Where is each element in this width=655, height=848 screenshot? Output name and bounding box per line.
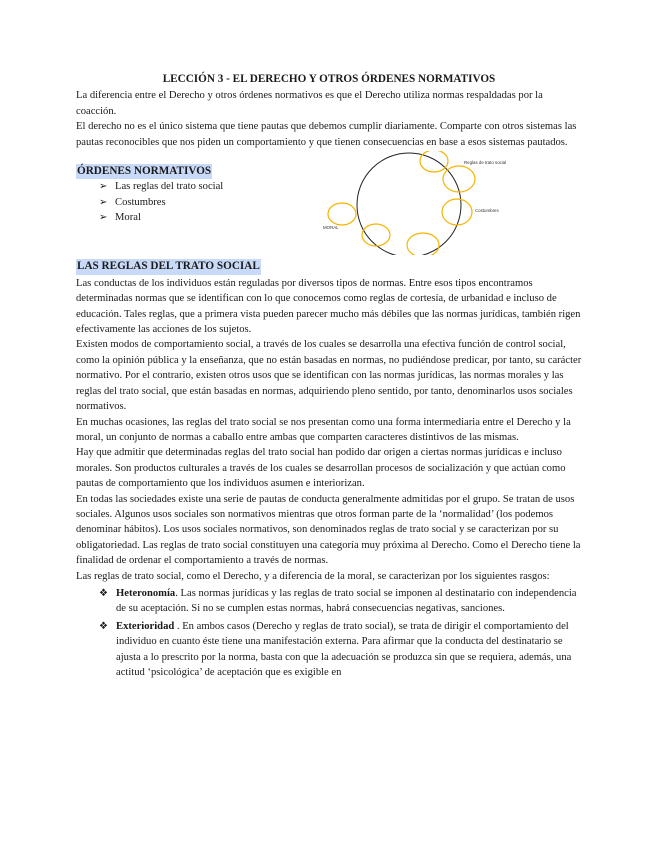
normative-orders-diagram [323,151,513,255]
diagram-label-reglas: Reglas de trato social [464,160,507,166]
reglas-paragraph-5: En todas las sociedades existe una serie de pautas de conducta generalmente admitidas por el grupo. Se tratan de usos sociales. Algunos usos sociales son normativos mientras que otros forman parte de la ‘normalidad’ (los podemos denominar hábitos). Los usos sociales normativos, son denominados reglas de trato social y se caracterizan por su obligatoriedad. Las reglas de trato social constituyen una categoría muy próxima al Derecho. Como el Derecho tiene la finalidad de ordenar el comportamiento a través de normas. [76,493,581,567]
intro-paragraph-2: El derecho no es el único sistema que tiene pautas que debemos cumplir diariamente. Comparte con otros sistemas las pautas reconocibles que nos piden un comportamiento y que tienen consecuencias en base a esos sistemas pautados. [76,121,577,148]
document-page [76,72,582,680]
arrow-bullet-icon: ➢ [99,196,108,208]
reglas-heading: LAS REGLAS DEL TRATO SOCIAL [76,259,261,274]
list-item: ➢ Las reglas del trato social [99,179,582,194]
ordenes-heading: ÓRDENES NORMATIVOS [76,164,212,179]
reglas-paragraph-6: Las reglas de trato social, como el Derecho, y a diferencia de la moral, se caracterizan por los siguientes rasgos: [76,570,550,582]
reglas-paragraph-1: Las conductas de los individuos están reguladas por diversos tipos de normas. Entre esos tipos encontramos determinadas normas que se identifican con lo que conocemos como reglas de cortesía, de urbanidad e incluso de educación. Tales reglas, que a primera vista pueden parecer mucho más débiles que las normas jurídicas, también rigen efectivamente las acciones de los sujetos. [76,277,581,336]
diagram-oval-top-right [420,151,448,172]
diagram-label-costumbres: Costumbres [475,208,499,214]
reglas-paragraph-3: En muchas ocasiones, las reglas del trato social se nos presentan como una forma intermediaria entre el Derecho y la moral, un conjunto de normas a caballo entre ambas que comparten caracteres distintivos de las mismas. [76,416,571,443]
diamond-bullet-icon: ❖ [99,587,108,599]
diagram-label-moral: MORAL [323,225,339,231]
page-title: LECCIÓN 3 - EL DERECHO Y OTROS ÓRDENES NORMATIVOS [162,73,496,85]
diagram-oval-bottom-right [407,233,439,255]
intro-paragraph-1: La diferencia entre el Derecho y otros órdenes normativos es que el Derecho utiliza normas respaldadas por la coacción. [76,90,543,117]
diamond-bullet-icon: ❖ [99,620,108,632]
arrow-bullet-icon: ➢ [99,212,108,224]
list-item: ➢ Costumbres [99,195,582,210]
list-item: ❖ Heteronomía. Las normas jurídicas y las reglas de trato social se imponen al destinatario con independencia de su aceptación. Si no se cumplen estas normas, habrá consecuencias negativas, sanciones. [99,587,577,615]
reglas-paragraph-4: Hay que admitir que determinadas reglas del trato social han podido dar origen a ciertas normas jurídicas e incluso morales. Son productos culturales a través de los cuales se desarrollan procesos de socialización y que actúan como pautas de comportamiento que los individuos asumen e interiorizan. [76,447,566,490]
list-item: ❖ Exterioridad . En ambos casos (Derecho y reglas de trato social), se trata de dirigir el comportamiento del individuo en cuanto éste tiene una manifestación externa. Para afirmar que la conducta del destinatario se ajusta a lo prescrito por la norma, basta con que la adecuación se produzca sin que se requiera, además, una actitud ‘psicológica’ de aceptación que es exigible en [99,620,572,678]
diagram-oval-right-upper [443,166,475,192]
rasgos-list [76,586,582,680]
list-item: ➢ Moral [99,210,582,225]
arrow-bullet-icon: ➢ [99,181,108,193]
diagram-oval-right-lower [442,199,472,225]
reglas-paragraph-2: Existen modos de comportamiento social, a través de los cuales se desarrolla una efectiva función de control social, como la opinión pública y la enseñanza, que no están basadas en normas, no pudiéndose predicar, por tanto, su carácter normativo. Por el contrario, existen otros usos que se identifican con las normas jurídicas, las normas morales y las reglas del trato social, que están basadas en normas, adquiriendo pleno sentido, por tanto, denominarlos usos sociales normativos. [76,339,582,413]
diagram-oval-left [328,203,356,225]
